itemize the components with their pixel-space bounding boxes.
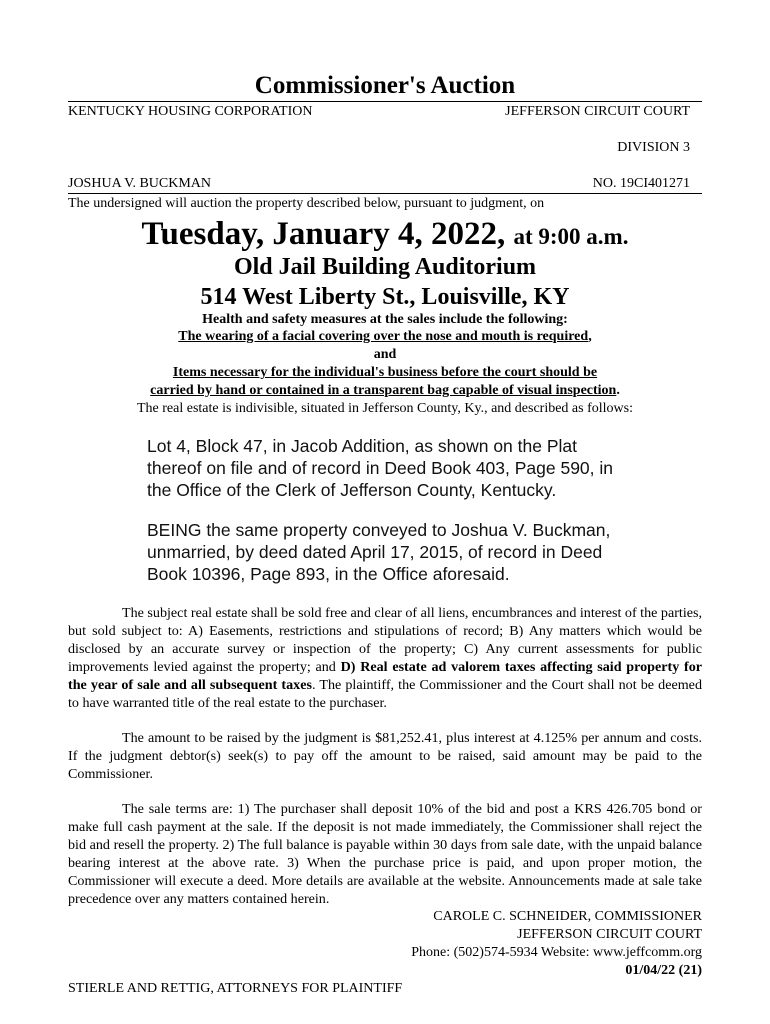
contact-info: Phone: (502)574-5934 Website: www.jeffcomm.org: [411, 945, 702, 960]
items-text-1: Items necessary for the individual's business before the court should be: [172, 365, 598, 380]
items-line-2: [68, 382, 702, 400]
health-heading: Health and safety measures at the sales include the following:: [202, 312, 568, 327]
case-rule: [68, 193, 702, 194]
legal-line: thereof on file and of record in Deed Book 403, Page 590, in: [147, 458, 614, 478]
terms-p1-end: . The plaintiff, the Commissioner and the Court shall not be deemed to have warranted title of the real estate to the purchaser.: [68, 677, 702, 711]
attorneys-line: STIERLE AND RETTIG, ATTORNEYS FOR PLAINTIFF: [68, 981, 403, 996]
mask-requirement: [68, 328, 702, 346]
signature-court: JEFFERSON CIRCUIT COURT: [517, 927, 702, 942]
mask-text: The wearing of a facial covering over the nose and mouth is required: [178, 329, 589, 344]
mask-punct: ,: [588, 329, 592, 344]
items-line-1: [68, 364, 702, 382]
terms-paragraph-1: [68, 604, 702, 712]
title-rule: [68, 101, 702, 102]
items-text-2: carried by hand or contained in a transparent bag capable of visual inspection: [150, 383, 617, 398]
sale-date: Tuesday, January 4, 2022,: [141, 216, 506, 252]
health-and: and: [373, 347, 397, 362]
division: DIVISION 3: [617, 140, 690, 155]
court-name: JEFFERSON CIRCUIT COURT: [505, 104, 690, 119]
sale-time: at 9:00 a.m.: [513, 224, 629, 249]
intro-text: The undersigned will auction the property described below, pursuant to judgment, on: [68, 196, 545, 211]
notice-title: Commissioner's Auction: [254, 72, 516, 99]
tax-clause: D) Real estate ad valorem taxes affecting said property for the year of sale and all subsequent taxes: [68, 659, 702, 693]
terms-p1-text: The subject real estate shall be sold free and clear of all liens, encumbrances and interest of the parties, but sold subject to: A) Easements, restrictions and stipulations of record; B) Any matters which would be disclosed by an accurate survey or inspection of the property; C) Any current assessments for public improvements levied against the property; and: [68, 605, 702, 675]
sale-date-time: [68, 214, 702, 257]
commissioner-name: CAROLE C. SCHNEIDER, COMMISSIONER: [433, 909, 702, 924]
sale-venue: Old Jail Building Auditorium: [233, 254, 537, 280]
indivisible-text: The real estate is indivisible, situated in Jefferson County, Ky., and described as follows:: [137, 401, 633, 416]
items-punct: .: [616, 383, 620, 398]
defendant-name: JOSHUA V. BUCKMAN: [68, 176, 212, 191]
plaintiff-name: KENTUCKY HOUSING CORPORATION: [68, 104, 313, 119]
publication-code: 01/04/22 (21): [625, 963, 702, 978]
legal-line: unmarried, by deed dated April 17, 2015, of record in Deed: [147, 542, 603, 562]
legal-line: the Office of the Clerk of Jefferson County, Kentucky.: [147, 480, 557, 500]
terms-paragraph-2: The amount to be raised by the judgment is $81,252.41, plus interest at 4.125% per annum and costs. If the judgment debtor(s) seek(s) to pay off the amount to be raised, said amount may be paid to the Commissioner.: [68, 730, 702, 782]
legal-line: BEING the same property conveyed to Joshua V. Buckman,: [147, 520, 611, 540]
terms-paragraph-3: The sale terms are: 1) The purchaser shall deposit 10% of the bid and post a KRS 426.705 bond or make full cash payment at the sale. If the deposit is not made immediately, the Commissioner shall reject the bid and resell the property. 2) The full balance is payable within 30 days from sale date, with the unpaid balance bearing interest at the above rate. 3) When the purchase price is paid, and upon proper motion, the Commissioner will execute a deed. More details are available at the website. Announcements made at sale take precedence over any matters contained herein.: [68, 801, 702, 907]
legal-description-block: [147, 435, 637, 585]
case-number: NO. 19CI401271: [592, 176, 690, 191]
legal-line: Book 10396, Page 893, in the Office aforesaid.: [147, 564, 510, 584]
legal-line: Lot 4, Block 47, in Jacob Addition, as shown on the Plat: [147, 436, 577, 456]
sale-address: 514 West Liberty St., Louisville, KY: [200, 284, 570, 310]
